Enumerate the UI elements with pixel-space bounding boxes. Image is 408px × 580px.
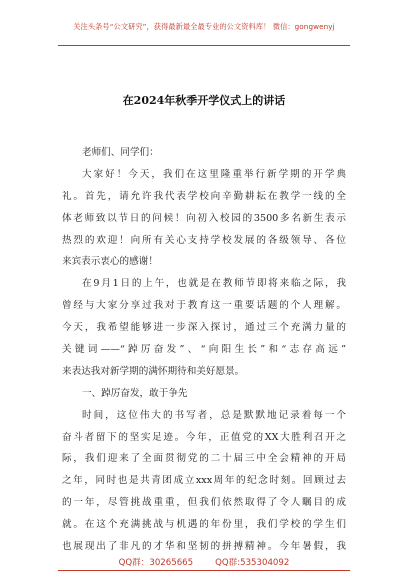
paragraph-line: 曾经与大家分享过我对于教育这一重要话题的个人理解。 — [62, 300, 346, 312]
paragraph-line: 体老师致以节日的问候！向初入校园的3500多名新生表示 — [62, 212, 346, 224]
paragraph-line: 时间，这位伟大的书写者，总是默默地记录着每一个 — [82, 409, 346, 421]
paragraph-line: 礼。首先，请允许我代表学校向辛勤耕耘在教学一线的全 — [62, 190, 346, 202]
promo-banner: 关注头条号“公文研究”，获得最新最全最专业的公文资料库！ 微信：gongwenyj — [73, 22, 335, 31]
paragraph-line: 际，我们迎来了全面贯彻党的二十届三中全会精神的开局 — [62, 453, 346, 465]
section-heading: 一、踔厉奋发，敢于争先 — [82, 387, 188, 399]
qq-group-2: QQ群:535304092 — [215, 558, 290, 568]
paragraph-line: 的一年，尽管挑战重重，但我们依然取得了令人瞩目的成 — [62, 497, 346, 509]
paragraph-line: 来表达我对新学期的满怀期待和美好愿景。 — [62, 365, 245, 377]
paragraph-line: 来宾表示衷心的感谢！ — [62, 256, 158, 268]
paragraph-line: 也展现出了非凡的才华和坚韧的拼搏精神。今年暑假，我 — [62, 541, 346, 553]
paragraph-line: 热烈的欢迎！向所有关心支持学校发展的各级领导、各位 — [62, 234, 346, 246]
speech-body — [62, 142, 346, 558]
paragraph-line: 大家好！今天，我们在这里隆重举行新学期的开学典 — [82, 168, 346, 180]
qq-group-1: QQ群：30265665 — [118, 558, 194, 568]
paragraph-line: 关键词——“踔厉奋发”、“向阳生长”和“志存高远” — [62, 344, 346, 356]
footer-contact — [0, 556, 408, 568]
paragraph-line: 在9月1日的上午，也就是在教师节即将来临之际，我 — [82, 278, 346, 290]
header-divider — [58, 45, 350, 46]
document-title: 在2024年秋季开学仪式上的讲话 — [122, 94, 286, 107]
footer-divider — [58, 570, 350, 571]
paragraph-line: 就。在这个充满挑战与机遇的年份里，我们学校的学生们 — [62, 519, 346, 531]
paragraph-line: 之年，同时也是共青团成立xxx周年的纪念时刻。回顾过去 — [62, 475, 346, 487]
salutation-line: 老师们、同学们： — [82, 147, 159, 158]
paragraph-line: 奋斗者留下的坚实足迹。今年，正值党的XX大胜利召开之 — [62, 431, 346, 443]
paragraph-line: 今天，我希望能够进一步深入探讨，通过三个充满力量的 — [62, 322, 346, 334]
